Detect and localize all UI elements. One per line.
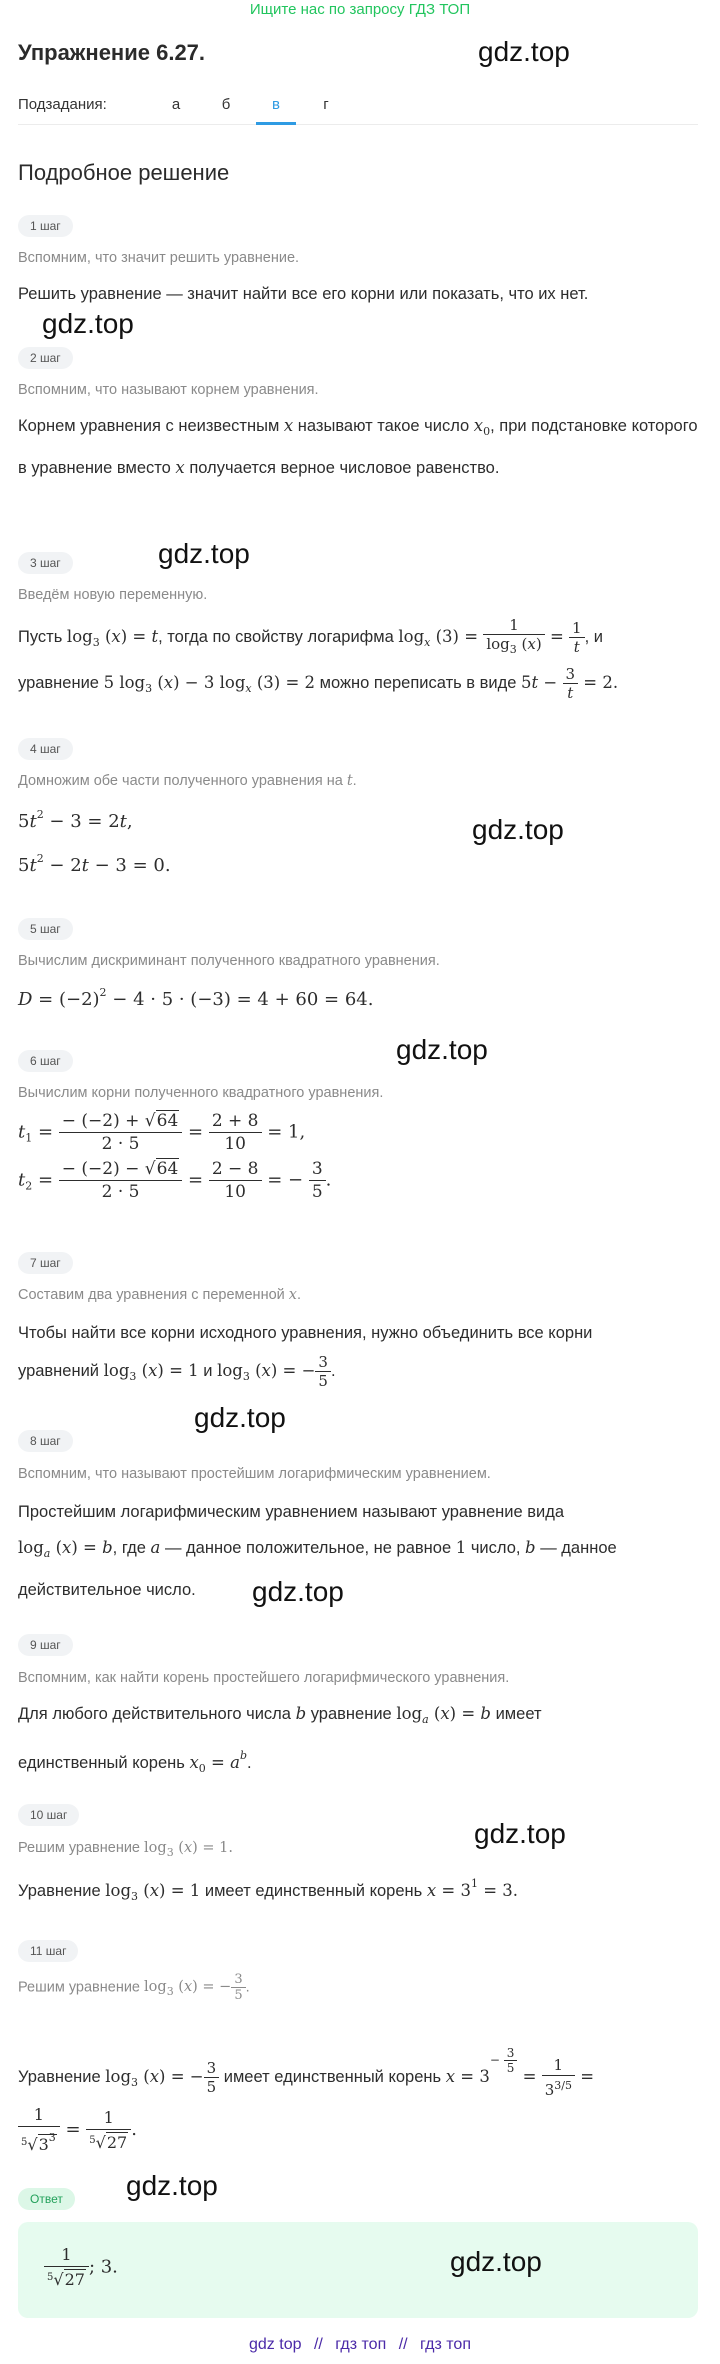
watermark: gdz.top	[126, 2170, 218, 2201]
subtasks-label: Подзадания:	[18, 96, 107, 113]
subtask-tab-b[interactable]: б	[221, 96, 231, 113]
step-hint: Вычислим дискриминант полученного квадратного уравнения.	[18, 953, 440, 969]
step-hint: Вспомним, что называют корнем уравнения.	[18, 382, 319, 398]
step-text: Пусть $\log_3 (x) = t$, тогда по свойству логарифма $\log_x (3)$ = $\frac{1}{\log_3 (x)}$ = $\frac{1}{t}$ , и уравнение 5 $\log_3 (x) - 3$ $\log_x (3) = 2$ можно переписать в виде 5t − $\frac{3}{t}$ = 2.	[18, 616, 619, 702]
step-badge: 10 шаг	[18, 1804, 79, 1826]
answer-value: $\frac{1}{^5√27}$ ; 3.	[44, 2244, 118, 2291]
equation: $\frac{1}{^5√3^3}$ = $\frac{1}{^5√27}$ .	[18, 2104, 137, 2156]
equation: $5t^2 - 3 = 2t$,	[18, 808, 133, 832]
watermark: gdz.top	[194, 1402, 286, 1433]
watermark: gdz.top	[42, 308, 134, 339]
subtask-tab-g[interactable]: г	[323, 96, 329, 113]
step-hint: Вспомним, что значит решить уравнение.	[18, 250, 300, 266]
watermark: gdz.top	[450, 2246, 542, 2277]
step-text: Для любого действительного числа b уравнение $\log_a (x) = b$ имеет единственный корень $x_0 = a^b$.	[18, 1704, 542, 1775]
step-hint: Решим уравнение $\log_3 (x)$ = − $\frac{3}{5}$ .	[18, 1972, 250, 2003]
step-badge: 6 шаг	[18, 1050, 73, 1072]
step-text: Простейшим логарифмическим уравнением называют уравнение вида $\log_a (x) = b$, где a — данное положительное, не равное 1 число, b — данное действительное число.	[18, 1503, 617, 1599]
subtasks-bar	[18, 94, 698, 125]
active-tab-indicator	[256, 122, 296, 125]
step-hint: Домножим обе части полученного уравнения на t.	[18, 773, 357, 789]
watermark: gdz.top	[472, 814, 564, 845]
equation: $t_1$ = $\frac{- (-2) + √64}{2 \cdot 5}$ = $\frac{2 + 8}{10}$ = 1,	[18, 1111, 306, 1154]
footer-separator: //	[313, 2336, 323, 2353]
equation: $D = (-2)^2 - 4 \cdot 5 \cdot (-3) = 4 + 60 = 64$.	[18, 986, 374, 1010]
equation: $t_2$ = $\frac{- (-2) - √64}{2 \cdot 5}$ = $\frac{2 - 8}{10}$ = − $\frac{3}{5}$ .	[18, 1159, 332, 1202]
watermark: gdz.top	[158, 538, 250, 569]
footer-links	[0, 2336, 720, 2354]
step-hint: Составим два уравнения с переменной x.	[18, 1287, 301, 1303]
step-hint: Вычислим корни полученного квадратного уравнения.	[18, 1085, 384, 1101]
page-title: Упражнение 6.27.	[18, 40, 206, 65]
equation: $5t^2 - 2t - 3 = 0$.	[18, 852, 171, 876]
footer-link[interactable]: гдз топ	[335, 2336, 387, 2353]
subtask-tab-a[interactable]: а	[171, 96, 181, 113]
watermark: gdz.top	[474, 1818, 566, 1849]
answer-box	[18, 2222, 698, 2318]
step-badge: 4 шаг	[18, 738, 73, 760]
footer-link[interactable]: gdz top	[249, 2336, 302, 2353]
step-badge: 11 шаг	[18, 1940, 78, 1962]
step-text: Чтобы найти все корни исходного уравнения, нужно объединить все корни уравнений $\log_3 (x) = 1$ и $\log_3 (x)$ = − $\frac{3}{5}$ .	[18, 1324, 593, 1391]
step-text: Уравнение $\log_3 (x)$ = − $\frac{3}{5}$ имеет единственный корень x = 3− $\frac{3}{5}$ = $\frac{1}{3^{3/5}}$ =	[18, 2046, 595, 2100]
step-hint: Введём новую переменную.	[18, 587, 208, 603]
step-text: Решить уравнение — значит найти все его корни или показать, что их нет.	[18, 285, 589, 303]
step-badge: 5 шаг	[18, 918, 73, 940]
step-badge: 3 шаг	[18, 552, 73, 574]
answer-badge: Ответ	[18, 2188, 75, 2210]
step-badge: 2 шаг	[18, 347, 73, 369]
step-badge: 7 шаг	[18, 1252, 73, 1274]
step-hint: Вспомним, как найти корень простейшего логарифмического уравнения.	[18, 1670, 510, 1686]
subtask-tab-v[interactable]: в	[272, 96, 280, 113]
top-banner[interactable]: Ищите нас по запросу ГДЗ ТОП	[249, 1, 471, 18]
watermark: gdz.top	[396, 1034, 488, 1065]
step-text: Корнем уравнения с неизвестным x называют такое число $x_0$, при подстановке которого в уравнение вместо x получается верное числовое равенство.	[18, 416, 698, 477]
footer-link[interactable]: гдз топ	[420, 2336, 471, 2353]
step-badge: 1 шаг	[18, 215, 73, 237]
step-hint: Вспомним, что называют простейшим логарифмическим уравнением.	[18, 1466, 491, 1482]
watermark: gdz.top	[252, 1576, 344, 1607]
step-badge: 8 шаг	[18, 1430, 73, 1452]
step-badge: 9 шаг	[18, 1634, 73, 1656]
footer-separator: //	[398, 2336, 408, 2353]
watermark: gdz.top	[478, 36, 570, 67]
step-hint: Решим уравнение $\log_3 (x) = 1$.	[18, 1840, 234, 1859]
step-text: Уравнение $\log_3 (x) = 1$ имеет единственный корень $x = 3^1 = 3$.	[18, 1877, 519, 1903]
section-heading: Подробное решение	[18, 160, 230, 185]
